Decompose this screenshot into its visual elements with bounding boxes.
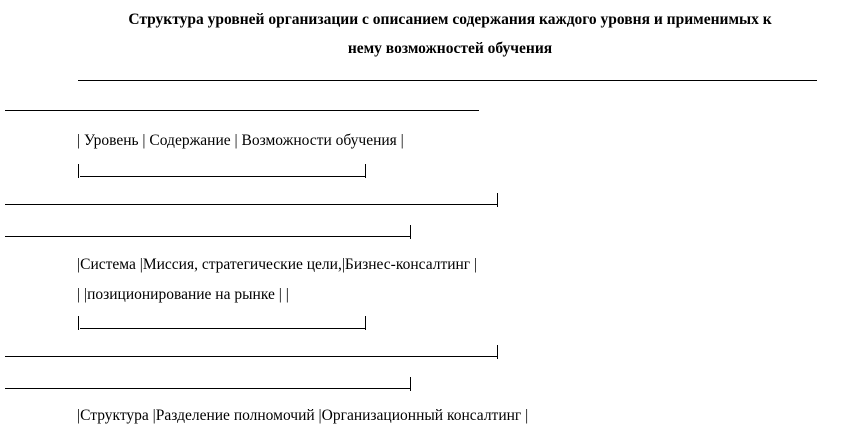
row-border-long-end [497,345,498,359]
table-row-system-line-2: | |позиционирование на рынке | | [77,286,289,303]
row-border-short [5,388,410,389]
row-border-long [5,204,498,205]
row-border-short [5,236,410,237]
separator-line [80,176,365,177]
table-header-row: | Уровень | Содержание | Возможности обучения | [77,132,404,149]
title-line-1: Структура уровней организации с описанием содержания каждого уровня и применимых к [128,11,772,28]
title-underline [78,80,817,81]
separator-left-bar [78,164,79,178]
separator-right-bar [365,164,366,178]
row-border-long-end [497,193,498,207]
divider-rule [5,110,479,111]
row-border-long [5,356,498,357]
separator-left-bar [78,316,79,330]
title-line-2: нему возможностей обучения [347,40,553,57]
table-row-structure-line-1: |Структура |Разделение полномочий |Организационный консалтинг | [77,407,529,424]
separator-right-bar [365,316,366,330]
row-border-short-end [410,225,411,239]
table-row-system-line-1: |Система |Миссия, стратегические цели,|Бизнес-консалтинг | [77,256,478,273]
separator-line [80,328,365,329]
row-border-short-end [410,377,411,391]
